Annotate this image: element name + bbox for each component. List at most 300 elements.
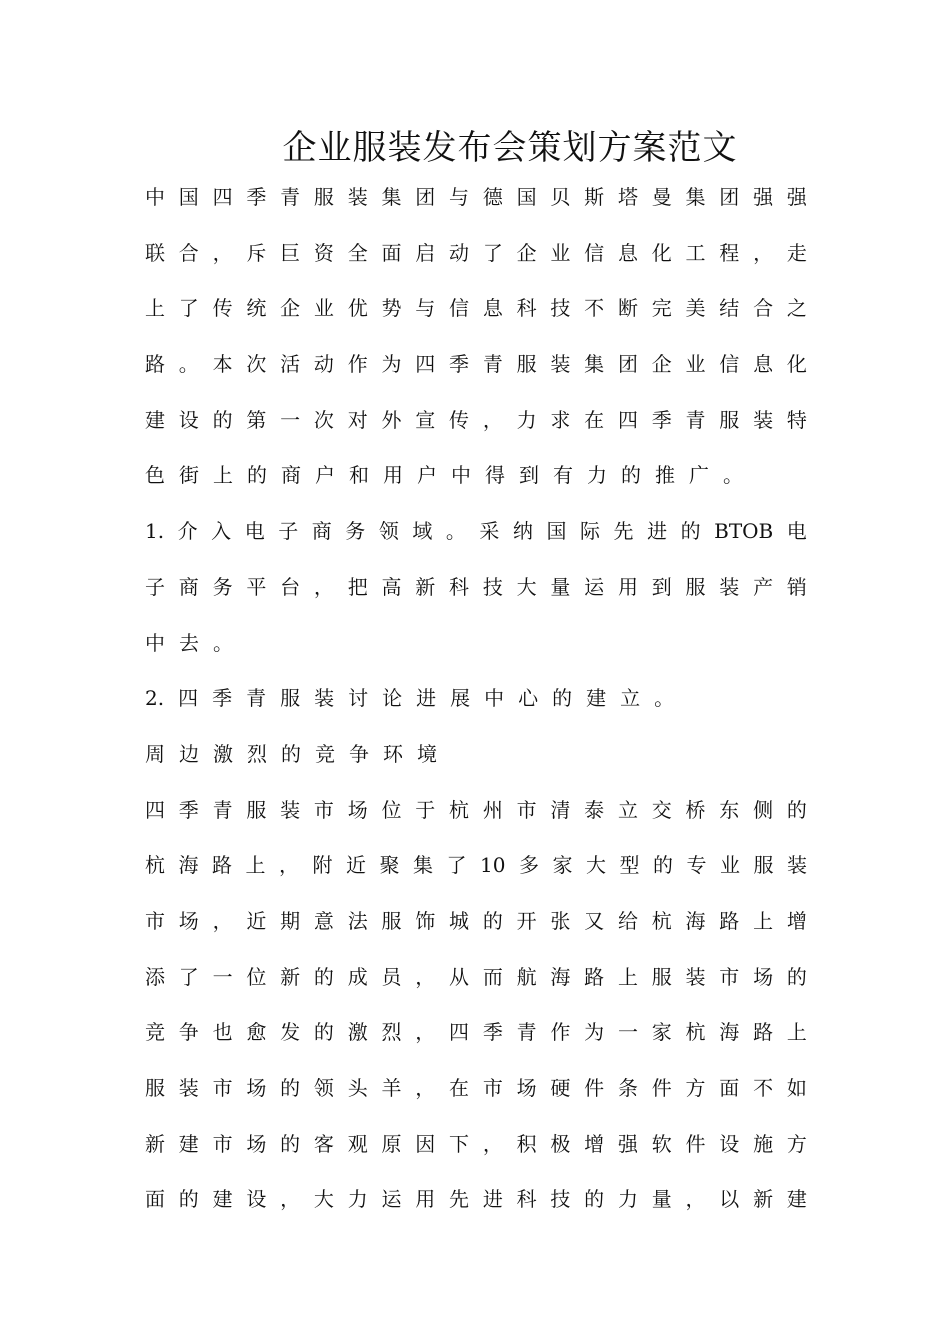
text-glyph: 方	[685, 1076, 706, 1100]
text-line	[145, 281, 807, 337]
text-glyph: 到	[651, 574, 672, 599]
text-glyph: 用	[617, 574, 638, 599]
text-glyph: 销	[786, 574, 807, 599]
text-line	[145, 170, 807, 226]
text-glyph: 企	[280, 296, 301, 321]
text-glyph: 州	[482, 797, 503, 822]
text-glyph: 给	[617, 908, 638, 933]
text-glyph: 次	[313, 407, 334, 432]
text-glyph: 域	[412, 519, 433, 544]
text-glyph: 场	[516, 1076, 537, 1100]
text-glyph: 结	[719, 296, 740, 321]
text-glyph: 城	[449, 908, 470, 933]
text-glyph: 讨	[348, 686, 369, 711]
text-glyph: 化	[651, 240, 672, 265]
text-glyph: 青	[212, 797, 233, 822]
text-glyph: 资	[313, 240, 334, 265]
text-glyph: 团	[415, 185, 436, 209]
text-glyph: 高	[381, 574, 402, 599]
text-glyph: 采	[479, 519, 500, 544]
text-glyph: 际	[580, 519, 600, 544]
text-glyph: 添	[145, 964, 165, 989]
text-glyph: 的	[552, 686, 573, 711]
text-glyph: 季	[482, 1020, 503, 1045]
text-glyph: 的	[786, 964, 807, 989]
text-line	[145, 616, 807, 672]
text-glyph: 四	[212, 185, 233, 209]
text-glyph: 上	[145, 296, 165, 321]
text-glyph: 业	[685, 352, 706, 377]
text-glyph: 施	[753, 1131, 774, 1156]
text-glyph: 建	[178, 1131, 199, 1156]
text-glyph: 近	[346, 853, 366, 878]
text-glyph: 商	[178, 574, 199, 599]
text-glyph: 大	[585, 853, 606, 878]
text-glyph: 力	[516, 407, 537, 432]
text-glyph: 一	[280, 407, 301, 432]
text-line	[145, 671, 807, 727]
text-glyph: 服	[516, 352, 537, 377]
text-glyph: 信	[719, 352, 740, 377]
text-glyph: 装	[550, 352, 571, 377]
text-glyph: 科	[516, 1187, 537, 1212]
text-glyph: 服	[313, 185, 334, 209]
text-glyph: 的	[280, 1076, 301, 1100]
text-glyph: 东	[719, 797, 740, 822]
text-glyph: 青	[280, 185, 301, 209]
text-glyph: 用	[383, 463, 403, 488]
text-glyph: 的	[786, 797, 807, 822]
text-glyph: ，	[753, 240, 774, 265]
text-glyph: 市	[719, 964, 740, 989]
text-glyph: 激	[213, 741, 233, 766]
text-glyph: 场	[753, 964, 774, 989]
text-glyph: 建	[145, 407, 165, 432]
text-glyph: 运	[584, 574, 605, 599]
text-line	[145, 337, 807, 393]
text-line	[145, 504, 807, 560]
text-glyph: 斯	[584, 185, 605, 209]
text-glyph: 程	[719, 240, 740, 265]
text-glyph: 开	[516, 908, 537, 933]
text-glyph: 市	[145, 908, 165, 933]
text-glyph: 建	[786, 1187, 807, 1212]
text-glyph: 也	[212, 1020, 233, 1045]
text-glyph: 软	[651, 1131, 672, 1156]
text-glyph: 而	[482, 964, 503, 989]
text-glyph: 烈	[381, 1020, 402, 1045]
text-glyph: 德	[482, 185, 503, 209]
text-line	[145, 727, 807, 783]
text-glyph: 业	[719, 853, 740, 878]
text-glyph: 件	[685, 1131, 706, 1156]
text-glyph: 展	[450, 686, 471, 711]
text-glyph: 集	[584, 352, 605, 377]
text-glyph: 杭	[685, 1020, 706, 1045]
text-glyph: 塔	[617, 185, 638, 209]
text-glyph: 的	[482, 908, 503, 933]
text-glyph: 四	[449, 1020, 470, 1045]
text-glyph: 力	[347, 1187, 368, 1212]
text-glyph: 交	[651, 797, 672, 822]
text-glyph: 工	[685, 240, 706, 265]
text-glyph: 与	[415, 296, 436, 321]
text-glyph: 对	[347, 407, 368, 432]
text-glyph: 。	[213, 630, 233, 655]
text-glyph: 联	[145, 240, 165, 265]
text-glyph: 量	[651, 1187, 672, 1212]
text-glyph: 市	[313, 797, 334, 822]
text-glyph: 建	[586, 686, 607, 711]
text-glyph: 从	[449, 964, 470, 989]
text-glyph: 装	[178, 1076, 199, 1100]
text-glyph: 的	[281, 741, 301, 766]
text-glyph: 设	[246, 1187, 267, 1212]
text-glyph: 传	[449, 407, 470, 432]
text-glyph: 心	[518, 686, 539, 711]
text-glyph: 广	[689, 463, 709, 488]
text-glyph: 团	[617, 352, 638, 377]
text-glyph: 为	[381, 352, 402, 377]
text-glyph: 求	[550, 407, 571, 432]
text-glyph: 季	[212, 686, 233, 711]
text-glyph: 专	[686, 853, 707, 878]
text-glyph: 四	[415, 352, 436, 377]
text-glyph: 装	[786, 853, 807, 878]
text-line	[145, 894, 807, 950]
text-glyph: 季	[178, 797, 199, 822]
text-glyph: 设	[719, 1131, 740, 1156]
text-glyph: 装	[753, 407, 774, 432]
text-glyph: 街	[179, 463, 199, 488]
text-glyph: 强	[786, 185, 807, 209]
text-line	[145, 950, 807, 1006]
text-glyph: 服	[685, 574, 706, 599]
text-glyph: ，	[685, 1187, 706, 1212]
text-glyph: 的	[680, 519, 701, 544]
text-glyph: 入	[211, 519, 232, 544]
text-glyph: 作	[347, 352, 368, 377]
text-glyph: 附	[312, 853, 333, 878]
text-glyph: 介	[177, 519, 198, 544]
text-glyph: 。	[654, 686, 675, 711]
text-glyph: 期	[280, 908, 301, 933]
text-glyph: 饰	[415, 908, 436, 933]
text-glyph: 张	[550, 908, 571, 933]
text-glyph: 新	[145, 1131, 165, 1156]
text-glyph: 强	[753, 185, 774, 209]
text-glyph: 路	[584, 964, 605, 989]
text-glyph: 边	[179, 741, 199, 766]
text-glyph: 得	[485, 463, 505, 488]
text-glyph: 激	[347, 1020, 368, 1045]
text-line	[145, 448, 807, 504]
text-glyph: 又	[584, 908, 605, 933]
text-glyph: 优	[347, 296, 368, 321]
text-glyph: 装	[347, 185, 368, 209]
text-glyph: 周	[145, 741, 165, 766]
text-glyph: 四	[178, 686, 199, 711]
text-glyph: 领	[313, 1076, 334, 1100]
text-glyph: 发	[280, 1020, 301, 1045]
text-glyph: 了	[482, 240, 503, 265]
text-glyph: 市	[212, 1131, 233, 1156]
text-glyph: 外	[381, 407, 402, 432]
text-glyph: 客	[313, 1131, 334, 1156]
text-glyph: 聚	[379, 853, 400, 878]
text-glyph: 把	[347, 574, 368, 599]
text-glyph: 巨	[280, 240, 301, 265]
text-glyph: 国	[178, 185, 199, 209]
text-glyph: 息	[482, 296, 503, 321]
text-glyph: 市	[482, 1076, 503, 1100]
text-glyph: 息	[753, 352, 774, 377]
text-glyph: 技	[482, 574, 503, 599]
text-glyph: 海	[550, 964, 571, 989]
text-glyph: 用	[415, 1187, 436, 1212]
text-glyph: 中	[451, 463, 471, 488]
text-glyph: 路	[145, 352, 165, 377]
text-glyph: 国	[546, 519, 567, 544]
text-glyph: ，	[313, 574, 334, 599]
text-glyph: 到	[519, 463, 539, 488]
text-glyph: ，	[280, 1187, 301, 1212]
text-glyph: 场	[178, 908, 199, 933]
text-glyph: 多	[518, 853, 539, 878]
text-glyph: 传	[212, 296, 233, 321]
text-glyph: 位	[246, 964, 267, 989]
text-glyph: 路	[212, 853, 232, 878]
text-glyph: 的	[313, 964, 334, 989]
text-glyph: 件	[651, 1076, 672, 1100]
text-line	[145, 838, 807, 894]
text-glyph: 羊	[381, 1076, 402, 1100]
text-glyph: 本	[212, 352, 233, 377]
text-glyph: 技	[550, 296, 571, 321]
text-glyph: 色	[145, 463, 165, 488]
text-glyph: 完	[651, 296, 672, 321]
text-glyph: 硬	[550, 1076, 571, 1100]
text-glyph: ，	[415, 1076, 436, 1100]
text-glyph: 的	[621, 463, 641, 488]
text-glyph: 先	[449, 1187, 470, 1212]
text-glyph: 装	[280, 797, 301, 822]
text-glyph: 航	[516, 964, 537, 989]
text-glyph: 力	[617, 1187, 638, 1212]
text-glyph: 的	[313, 1020, 334, 1045]
text-glyph: 面	[719, 1076, 740, 1100]
text-glyph: 路	[719, 908, 740, 933]
text-glyph: 积	[516, 1131, 537, 1156]
text-glyph: 青	[516, 1020, 537, 1045]
text-glyph: 台	[280, 574, 301, 599]
text-glyph: ，	[279, 853, 299, 878]
text-line	[145, 226, 807, 282]
text-glyph: 于	[415, 797, 436, 822]
text-glyph: 2.	[145, 686, 165, 711]
text-glyph: 建	[212, 1187, 233, 1212]
text-glyph: 件	[584, 1076, 605, 1100]
text-glyph: 集	[381, 185, 402, 209]
text-glyph: 意	[313, 908, 334, 933]
text-glyph: 场	[246, 1076, 267, 1100]
text-glyph: 杭	[449, 797, 470, 822]
text-glyph: 全	[347, 240, 368, 265]
text-glyph: 海	[685, 908, 706, 933]
text-glyph: 务	[345, 519, 366, 544]
text-glyph: 务	[212, 574, 233, 599]
text-glyph: 强	[617, 1131, 638, 1156]
text-glyph: 季	[651, 407, 672, 432]
text-line	[145, 1117, 807, 1173]
text-glyph: 技	[550, 1187, 571, 1212]
text-glyph: 桥	[685, 797, 706, 822]
text-glyph: 动	[313, 352, 334, 377]
text-glyph: 竞	[145, 1020, 165, 1045]
text-glyph: 动	[449, 240, 470, 265]
text-glyph: 有	[553, 463, 573, 488]
text-glyph: 量	[550, 574, 571, 599]
text-glyph: 先	[613, 519, 634, 544]
text-glyph: 团	[719, 185, 740, 209]
text-glyph: 方	[786, 1131, 807, 1156]
text-glyph: 大	[516, 574, 537, 599]
text-glyph: 运	[381, 1187, 402, 1212]
text-glyph: 国	[516, 185, 537, 209]
text-glyph: 合	[753, 296, 774, 321]
text-glyph: 势	[381, 296, 402, 321]
text-glyph: 杭	[145, 853, 165, 878]
text-glyph: 下	[449, 1131, 470, 1156]
text-glyph: 服	[719, 407, 740, 432]
text-glyph: 季	[246, 185, 267, 209]
text-glyph: 海	[719, 1020, 740, 1045]
text-glyph: 服	[246, 797, 267, 822]
text-glyph: 场	[246, 1131, 267, 1156]
text-glyph: 产	[753, 574, 774, 599]
text-glyph: 服	[280, 686, 301, 711]
text-glyph: 上	[245, 853, 266, 878]
text-glyph: 纳	[512, 519, 533, 544]
text-glyph: BTOB	[714, 519, 774, 544]
text-glyph: 原	[381, 1131, 402, 1156]
text-glyph: 1.	[145, 519, 165, 544]
text-glyph: 论	[382, 686, 403, 711]
text-glyph: 型	[619, 853, 640, 878]
text-glyph: 10	[480, 853, 506, 878]
text-glyph: 集	[413, 853, 433, 878]
text-glyph: 四	[617, 407, 638, 432]
text-glyph: 科	[449, 574, 470, 599]
text-glyph: 的	[212, 407, 233, 432]
text-glyph: 法	[347, 908, 368, 933]
text-glyph: 户	[315, 463, 335, 488]
text-glyph: 业	[313, 296, 334, 321]
text-line	[145, 1061, 807, 1117]
text-glyph: 去	[179, 630, 199, 655]
text-glyph: ，	[482, 407, 503, 432]
text-glyph: 服	[381, 908, 402, 933]
text-glyph: 立	[620, 686, 641, 711]
text-glyph: 家	[651, 1020, 672, 1045]
text-glyph: 新	[753, 1187, 774, 1212]
text-glyph: 清	[550, 797, 571, 822]
text-glyph: 的	[247, 463, 267, 488]
text-glyph: 不	[584, 296, 605, 321]
text-line	[145, 393, 807, 449]
text-glyph: 化	[786, 352, 807, 377]
text-glyph: 青	[482, 352, 503, 377]
text-glyph: 企	[651, 352, 672, 377]
text-glyph: 息	[617, 240, 638, 265]
text-glyph: 烈	[247, 741, 267, 766]
text-glyph: ，	[415, 964, 436, 989]
text-glyph: 泰	[584, 797, 605, 822]
text-glyph: 进	[416, 686, 437, 711]
text-glyph: 企	[516, 240, 537, 265]
text-glyph: 市	[516, 797, 537, 822]
text-glyph: 业	[550, 240, 571, 265]
text-glyph: 美	[685, 296, 706, 321]
text-glyph: 增	[786, 908, 807, 933]
text-glyph: ，	[212, 240, 233, 265]
text-glyph: 增	[584, 1131, 605, 1156]
text-glyph: 季	[449, 352, 470, 377]
text-glyph: 路	[753, 1020, 774, 1045]
text-glyph: 与	[449, 185, 470, 209]
text-glyph: 新	[415, 574, 436, 599]
text-glyph: 面	[145, 1187, 165, 1212]
text-glyph: 在	[584, 407, 605, 432]
text-glyph: 新	[280, 964, 301, 989]
text-glyph: ，	[482, 1131, 503, 1156]
text-glyph: 成	[347, 964, 368, 989]
text-glyph: 争	[178, 1020, 199, 1045]
text-glyph: 设	[178, 407, 199, 432]
text-glyph: 四	[145, 797, 165, 822]
text-glyph: 上	[753, 908, 774, 933]
text-glyph: 如	[786, 1076, 807, 1100]
text-glyph: 统	[246, 296, 267, 321]
text-glyph: 平	[246, 574, 267, 599]
text-glyph: 员	[381, 964, 402, 989]
text-glyph: 之	[786, 296, 807, 321]
text-glyph: 竞	[315, 741, 335, 766]
text-glyph: 子	[278, 519, 299, 544]
text-glyph: 中	[145, 185, 165, 209]
text-glyph: 场	[347, 797, 368, 822]
text-glyph: 境	[417, 741, 437, 766]
text-glyph: 一	[617, 1020, 638, 1045]
text-glyph: 上	[617, 964, 638, 989]
text-glyph: 近	[246, 908, 267, 933]
text-glyph: 集	[685, 185, 706, 209]
text-glyph: 特	[786, 407, 807, 432]
text-glyph: 上	[786, 1020, 807, 1045]
text-glyph: 了	[446, 853, 467, 878]
text-glyph: 进	[482, 1187, 503, 1212]
text-glyph: 在	[449, 1076, 470, 1100]
text-glyph: 启	[415, 240, 436, 265]
text-glyph: 杭	[651, 908, 672, 933]
text-glyph: 斥	[246, 240, 267, 265]
text-line	[145, 1172, 807, 1228]
text-glyph: 了	[178, 964, 199, 989]
text-glyph: 户	[417, 463, 437, 488]
text-glyph: 曼	[651, 185, 672, 209]
text-glyph: 电	[244, 519, 265, 544]
text-glyph: 为	[584, 1020, 605, 1045]
